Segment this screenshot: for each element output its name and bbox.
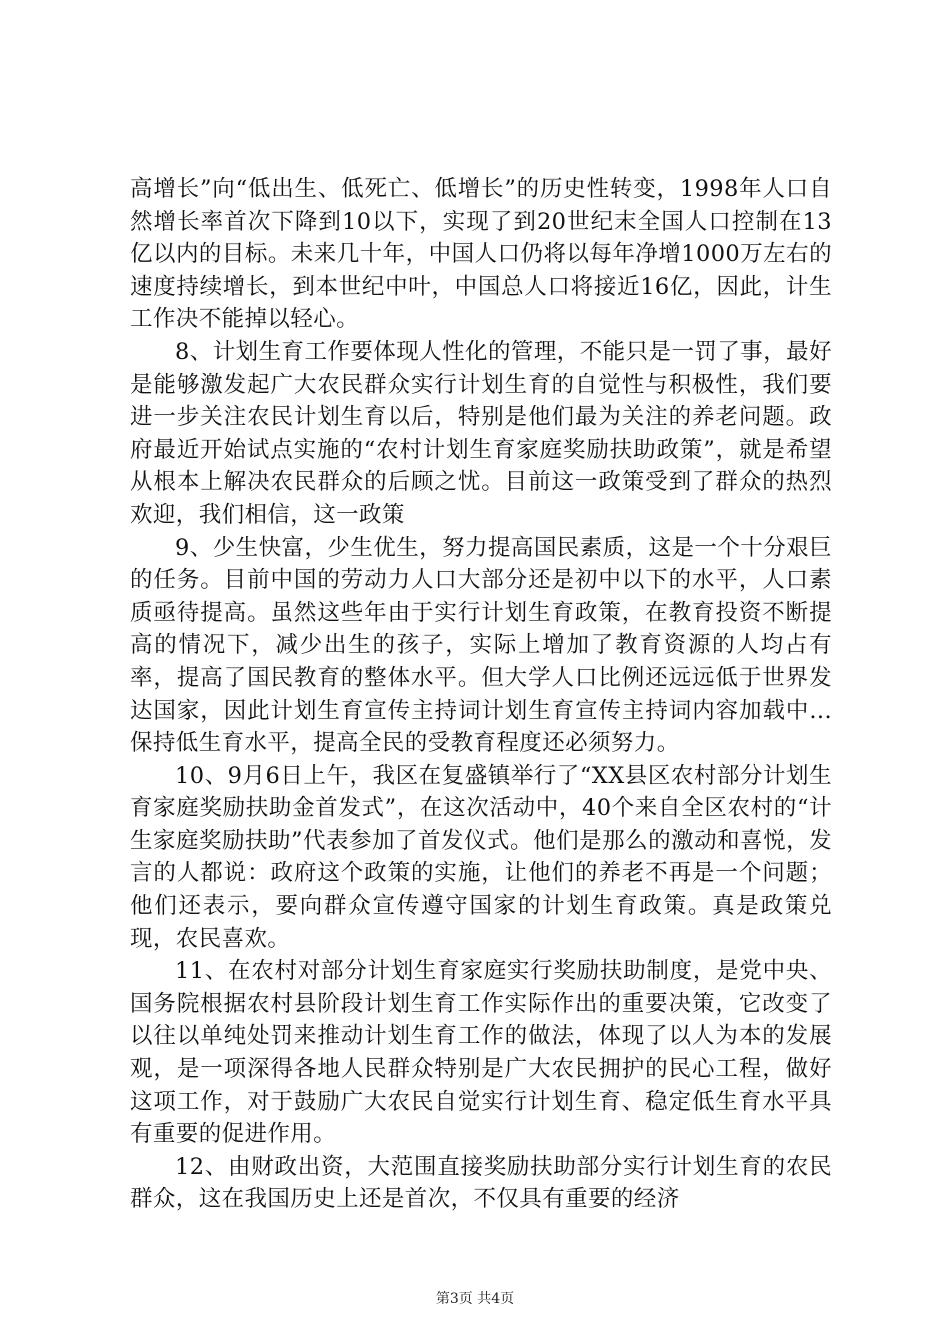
- paragraph-8: 8、计划生育工作要体现人性化的管理，不能只是一罚了事，最好是能够激发起广大农民群众实行计划生育的自觉性与积极性，我们要进一步关注农民计划生育以后，特别是他们最为关注的养老问题。政府最近开始试点实施的“农村计划生育家庭奖励扶助政策”，就是希望从根本上解决农民群众的后顾之忧。目前这一政策受到了群众的热烈欢迎，我们相信，这一政策: [130, 338, 832, 528]
- paragraph-continuation: 高增长”向“低出生、低死亡、低增长”的历史性转变，1998年人口自然增长率首次下降到10以下，实现了到20世纪末全国人口控制在13亿以内的目标。未来几十年，中国人口仍将以每年净增1000万左右的速度持续增长，到本世纪中叶，中国总人口将接近16亿，因此，计生工作决不能掉以轻心。: [130, 176, 832, 333]
- paragraph-10: 10、9月6日上午，我区在复盛镇举行了“XX县区农村部分计划生育家庭奖励扶助金首发式”，在这次活动中，40个来自全区农村的“计生家庭奖励扶助”代表参加了首发仪式。他们是那么的激动和喜悦，发言的人都说：政府这个政策的实施，让他们的养老不再是一个问题；他们还表示，要向群众宣传遵守国家的计划生育政策。真是政策兑现，农民喜欢。: [130, 762, 832, 952]
- paragraph-11: 11、在农村对部分计划生育家庭实行奖励扶助制度，是党中央、国务院根据农村县阶段计划生育工作实际作出的重要决策，它改变了以往以单纯处罚来推动计划生育工作的做法，体现了以人为本的发展观，是一项深得各地人民群众特别是广大农民拥护的民心工程，做好这项工作，对于鼓励广大农民自觉实行计划生育、稳定低生育水平具有重要的促进作用。: [130, 958, 832, 1148]
- paragraph-9: 9、少生快富，少生优生，努力提高国民素质，这是一个十分艰巨的任务。目前中国的劳动力人口大部分还是初中以下的水平，人口素质亟待提高。虽然这些年由于实行计划生育政策，在教育投资不断提高的情况下，减少出生的孩子，实际上增加了教育资源的人均占有率，提高了国民教育的整体水平。但大学人口比例还远远低于世界发达国家，因此计划生育宣传主持词计划生育宣传主持词内容加载中...保持低生育水平，提高全民的受教育程度还必须努力。: [130, 534, 832, 757]
- paragraph-12: 12、由财政出资，大范围直接奖励扶助部分实行计划生育的农民群众，这在我国历史上还是首次，不仅具有重要的经济: [130, 1153, 832, 1213]
- page-footer: 第3页 共4页: [435, 1291, 515, 1307]
- document-body: [130, 173, 832, 1216]
